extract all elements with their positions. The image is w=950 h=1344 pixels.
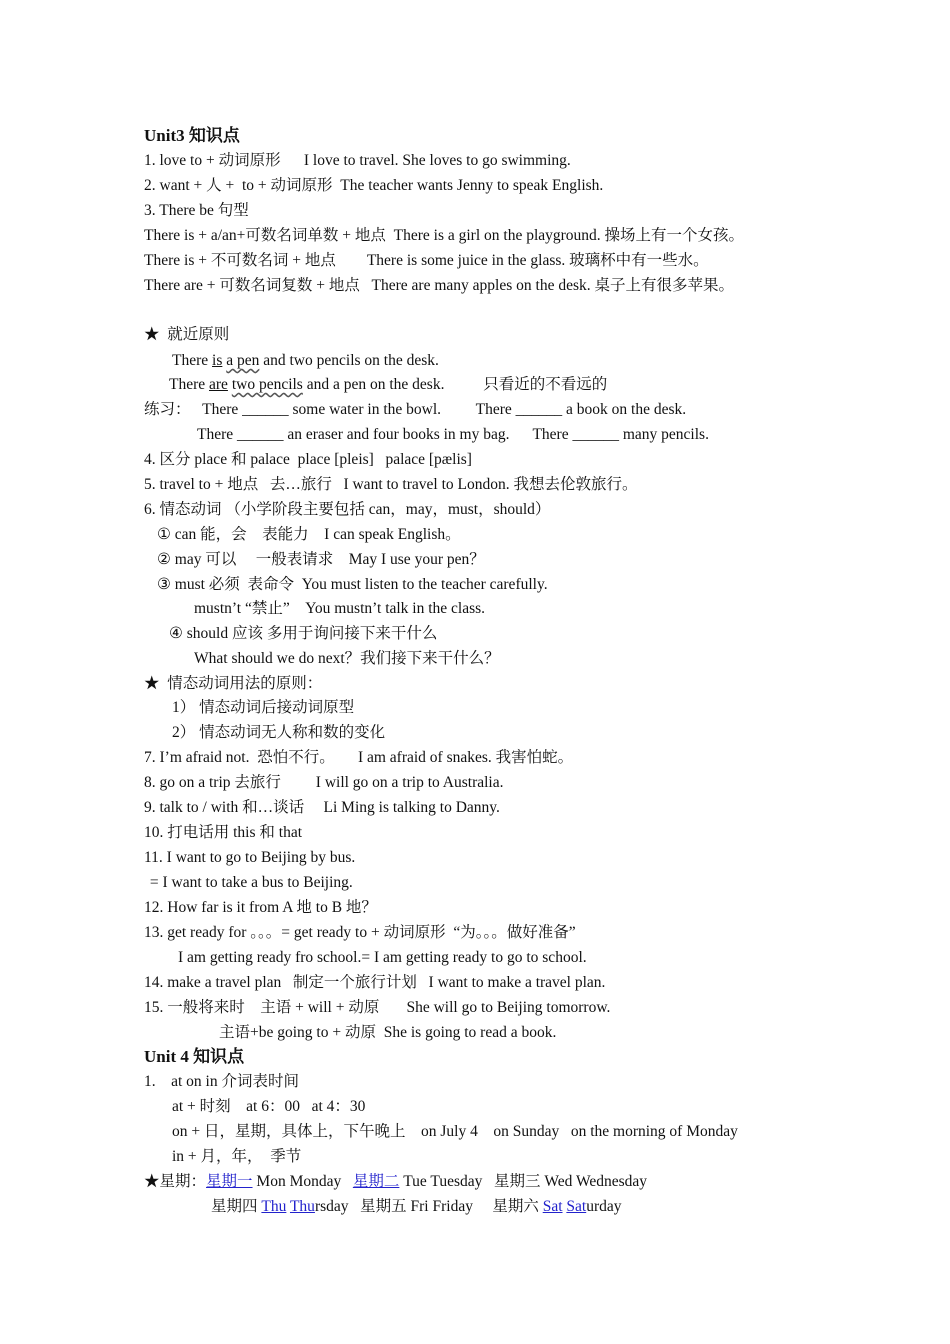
weekdays-line-2: 星期四 Thu Thursday 星期五 Fri Friday 星期六 Sat Saturday	[211, 1198, 622, 1215]
prep-on: on + 日，星期，具体上，下午晚上 on July 4 on Sunday on the morning of Monday	[172, 1123, 738, 1140]
proximity-example-1: There is a pen and two pencils on the desk.	[172, 352, 439, 369]
prep-at: at + 时刻 at 6：00 at 4：30	[172, 1098, 366, 1115]
point-11-alt: = I want to take a bus to Beijing.	[146, 874, 353, 891]
modal-should: ④ should 应该 多用于询问接下来干什么	[169, 625, 438, 642]
modal-may: ② may 可以 一般表请求 May I use your pen？	[157, 551, 485, 568]
weekday-link-sat-prefix[interactable]: Sat	[566, 1198, 587, 1215]
unit4-heading: Unit 4 知识点	[144, 1047, 245, 1066]
there-be-rule-1: There is + a/an+可数名词单数 + 地点 There is a girl on the playground. 操场上有一个女孩。	[144, 227, 745, 244]
point-3: 3. There be 句型	[144, 202, 249, 219]
modal-rules-heading: ★ 情态动词用法的原则：	[144, 675, 323, 692]
proximity-rule-heading: ★ 就近原则	[144, 326, 230, 343]
weekday-link-monday[interactable]: 星期一	[206, 1173, 253, 1190]
point-9: 9. talk to / with 和…谈话 Li Ming is talking to Danny.	[144, 799, 500, 816]
point-4: 4. 区分 place 和 palace place [pleis] palace [pælis]	[144, 451, 472, 468]
proximity-example-2: There are two pencils and a pen on the desk. 只看近的不看远的	[169, 376, 608, 393]
practice-line-1: 练习： There ______ some water in the bowl. There ______ a book on the desk.	[144, 401, 687, 418]
modal-rule-1: 1） 情态动词后接动词原型	[172, 699, 355, 716]
modal-must: ③ must 必须 表命令 You must listen to the teacher carefully.	[157, 576, 548, 593]
point-11: 11. I want to go to Beijing by bus.	[144, 849, 356, 866]
modal-mustnt: mustn’t “禁止” You mustn’t talk in the class.	[194, 600, 486, 617]
weekday-link-sat[interactable]: Sat	[542, 1198, 563, 1215]
unit3-heading: Unit3 知识点	[144, 126, 240, 145]
point-15-going-to: 主语+be going to + 动原 She is going to read a book.	[219, 1024, 557, 1041]
modal-can: ① can 能，会 表能力 I can speak English。	[157, 526, 461, 543]
weekdays-line-1: ★星期：星期一 Mon Monday 星期二 Tue Tuesday 星期三 Wed Wednesday	[144, 1173, 648, 1190]
point-10: 10. 打电话用 this 和 that	[144, 824, 303, 841]
weekday-link-thu-prefix[interactable]: Thu	[289, 1198, 315, 1215]
practice-line-2: There ______ an eraser and four books in my bag. There ______ many pencils.	[197, 426, 709, 443]
there-be-rule-3: There are + 可数名词复数 + 地点 There are many apples on the desk. 桌子上有很多苹果。	[144, 277, 734, 294]
point-1: 1. love to + 动词原形 I love to travel. She loves to go swimming.	[144, 152, 571, 169]
point-5: 5. travel to + 地点 去…旅行 I want to travel to London. 我想去伦敦旅行。	[144, 476, 638, 493]
unit4-point-1: 1. at on in 介词表时间	[144, 1073, 299, 1090]
prep-in: in + 月，年， 季节	[172, 1148, 302, 1165]
point-7: 7. I’m afraid not. 恐怕不行。 I am afraid of snakes. 我害怕蛇。	[144, 749, 574, 766]
point-2: 2. want + 人 + to + 动词原形 The teacher wants Jenny to speak English.	[144, 177, 604, 194]
modal-rule-2: 2） 情态动词无人称和数的变化	[172, 724, 386, 741]
there-be-rule-2: There is + 不可数名词 + 地点 There is some juice in the glass. 玻璃杯中有一些水。	[144, 252, 709, 269]
point-6: 6. 情态动词 （小学阶段主要包括 can，may，must，should）	[144, 501, 551, 518]
weekday-link-thu[interactable]: Thu	[261, 1198, 287, 1215]
point-12: 12. How far is it from A 地 to B 地？	[144, 899, 377, 916]
point-8: 8. go on a trip 去旅行 I will go on a trip to Australia.	[144, 774, 504, 791]
point-13: 13. get ready for 。。。= get ready to + 动词原形 “为。。。做好准备”	[144, 924, 576, 941]
modal-should-example: What should we do next？我们接下来干什么？	[194, 650, 500, 667]
weekday-link-tuesday[interactable]: 星期二	[352, 1173, 400, 1190]
point-14: 14. make a travel plan 制定一个旅行计划 I want to make a travel plan.	[144, 974, 606, 991]
point-15: 15. 一般将来时 主语 + will + 动原 She will go to Beijing tomorrow.	[144, 999, 611, 1016]
point-13-example: I am getting ready fro school.= I am getting ready to go to school.	[178, 949, 587, 966]
